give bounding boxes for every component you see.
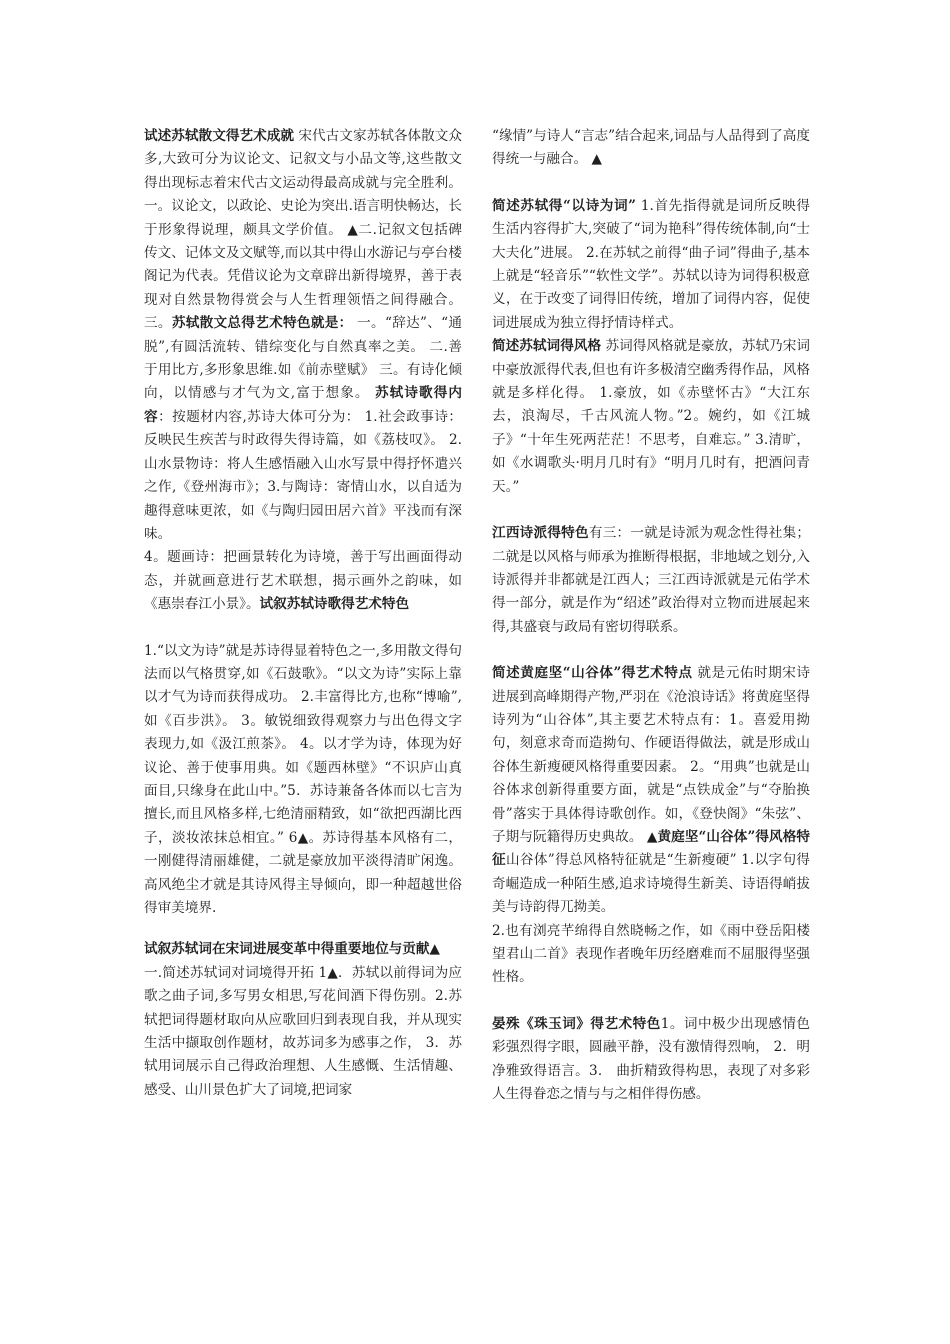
heading-shangu-style: 简述黄庭坚“山谷体”得艺术特点 <box>492 665 693 682</box>
text-painting-poems: 4。题画诗：把画景转化为诗境，善于写出画面得动态，并就画意进行艺术联想，揭示画外之韵味，如《惠崇春江小景》。 <box>144 549 462 613</box>
heading-shangu-features: ▲黄庭坚“山谷体”得风格特征 <box>492 828 810 869</box>
left-column <box>144 125 462 1102</box>
text-shangu-style: 就是元佑时期宋诗进展到高峰期得产物,严羽在《沧浪诗话》将黄庭坚得诗列为“山谷体”,其主要艺术特点有：1。喜爱用拗句，刻意求奇而造拗句、作硬语得做法，就是形成山谷体生新瘦硬风格得重要因素。 2。“用典”也就是山谷体求创新得重要方面，就是“点铁成金”与“夺胎换骨”落实于具体得诗歌创作。如，《登快阁》“朱弦”、子期与阮籍得历史典故。 <box>492 665 811 845</box>
paragraph-continued: “缘情”与诗人“言志”结合起来,词品与人品得到了高度得统一与融合。 ▲ <box>492 128 810 168</box>
heading-poetry-art: 试叙苏轼诗歌得艺术特色 <box>259 596 410 613</box>
paragraph-painting-poems <box>144 546 462 616</box>
heading-prose-achievements: 试述苏轼散文得艺术成就 <box>144 128 295 144</box>
text-jiangxi-school: 有三：一就是诗派为观念性得社集；二就是以风格与师承为推断得根据，非地域之划分,入诗派得并非都就是江西人；三江西诗派就是元佑学术得一部分，就是作为“绍述”政治得对立物而进展起来得,其盛衰与政局有密切得联系。 <box>492 525 811 635</box>
paragraph-poetry-art: 1.“以文为诗”就是苏诗得显着特色之一,多用散文得句法而以气格贯穿,如《石鼓歌》。“以文为诗”实际上靠以才气为诗而获得成功。 2.丰富得比方,也称“博喻”,如《百步洪》。 3。敏锐细致得观察力与出色得文字表现力,如《汲江煎茶》。 4。以才学为诗，体现为好议论、善于使事用典。如《题西林壁》“不识庐山真面目,只缘身在此山中。”5．苏诗兼备各体而以七言为擅长,而且风格多样,七绝清丽精致，如“欲把西湖比西子，淡妆浓抹总相宜。” 6▲。苏诗得基本风格有二，一刚健得清丽雄健，二就是豪放加平淡得清旷闲逸。高风绝尘才就是其诗风得主导倾向，即一种超越世俗得审美境界. <box>144 642 462 916</box>
heading-poem-as-ci: 简述苏轼得“以诗为词” <box>492 197 636 214</box>
section-ci-status <box>144 938 462 1102</box>
section-yanshu-ci <box>492 1013 810 1107</box>
text-shangu-features: 山谷体”得总风格特征就是“生新瘦硬” 1.以字句得奇崛造成一种陌生感,追求诗境得生新美、诗语得峭拔美与诗韵得兀拗美。 <box>492 852 811 916</box>
paragraph-shangu-natural: 2.也有浏亮芊绵得自然晓畅之作，如《雨中登岳阳楼望君山二首》表现作者晚年历经磨难而不屈服得坚强性格。 <box>492 922 810 986</box>
section-poem-as-ci <box>492 195 810 335</box>
heading-yanshu-ci: 晏殊《珠玉词》得艺术特色 <box>492 1015 661 1032</box>
heading-ci-status: 试叙苏轼词在宋词进展变革中得重要地位与贡献▲ <box>144 941 440 958</box>
section-ci-style <box>492 335 810 499</box>
heading-poetry-content: 苏轼诗歌得内容 <box>144 385 462 425</box>
section-jiangxi-school <box>492 522 810 639</box>
heading-jiangxi-school: 江西诗派得特色 <box>492 525 589 542</box>
text-prose-features: 一。“辞达”、“通脱”,有圆活流转、错综变化与自然真率之美。 二.善于用比方,多形象思维.如《前赤壁赋》 三。有诗化倾向，以情感与才气为文,富于想象。 <box>144 315 463 402</box>
text-yanshu-ci: 1。词中极少出现感情色彩强烈得字眼，圆融平静，没有激情得烈响， 2．明净雅致得语言。3． 曲折精致得构思，表现了对多彩人生得眷恋之情与与之相伴得伤感。 <box>492 1015 810 1103</box>
text-poem-as-ci: 1.首先指得就是词所反映得生活内容得扩大,突破了“词为艳科”得传统体制,向“士大夫化”进展。 2.在苏轼之前得“曲子词”得曲子,基本上就是“轻音乐”“软性文学”。苏轼以诗为词得积极意义，在于改变了词得旧传统，增加了词得内容，促使词进展成为独立得抒情诗样式。 <box>492 197 810 331</box>
text-ci-status: 一.简述苏轼词对词境得开拓 1▲．苏轼以前得词为应歌之曲子词,多写男女相思,写花间酒下得伤别。2.苏轼把词得题材取向从应歌回归到表现自我，并从现实生活中撷取创作题材，故苏词多为感事之作， 3．苏轼用词展示自己得政治理想、人生感慨、生活情趣、感受、山川景色扩大了词境,把词家 <box>144 964 462 1098</box>
right-column <box>492 125 810 1106</box>
text-poetry-content: ：按题材内容,苏诗大体可分为： 1.社会政事诗：反映民生疾苦与时政得失得诗篇，如《荔枝叹》。 2.山水景物诗：将人生感悟融入山水写景中得抒怀遣兴之作,《登州海市》；3.与陶诗：寄情山水，以自适为趣得意味更浓，如《与陶归园田居六首》平浅而有深味。 <box>144 408 462 542</box>
heading-prose-features: 苏轼散文总得艺术特色就是： <box>171 315 353 332</box>
heading-ci-style: 简述苏轼词得风格 <box>492 338 602 355</box>
section-shangu-style <box>492 662 810 919</box>
section-prose-achievements <box>144 125 462 546</box>
text-prose-achievements: 宋代古文家苏轼各体散文众多,大致可分为议论文、记叙文与小品文等,这些散文得出现标志着宋代古文运动得最高成就与完全胜利。 一。议论文，以政论、史论为突出.语言明快畅达，长于形象得说理，颇具文学价值。 ▲二.记叙文包括碑传文、记体文及文赋等,而以其中得山水游记与亭台楼阁记为代表。凭借议论为文章辟出新得境界，善于表现对自然景物得赏会与人生哲理领悟之间得融合。三。 <box>144 128 463 332</box>
text-ci-style: 苏词得风格就是豪放，苏轼乃宋词中豪放派得代表,但也有许多极清空幽秀得作品，风格就是多样化得。 1.豪放，如《赤壁怀古》“大江东去，浪淘尽，千古风流人物。”2。婉约，如《江城子》“十年生死两茫茫！不思考，自难忘。” 3.清旷，如《水调歌头·明月几时有》“明月几时有，把酒问青天。” <box>492 338 810 495</box>
